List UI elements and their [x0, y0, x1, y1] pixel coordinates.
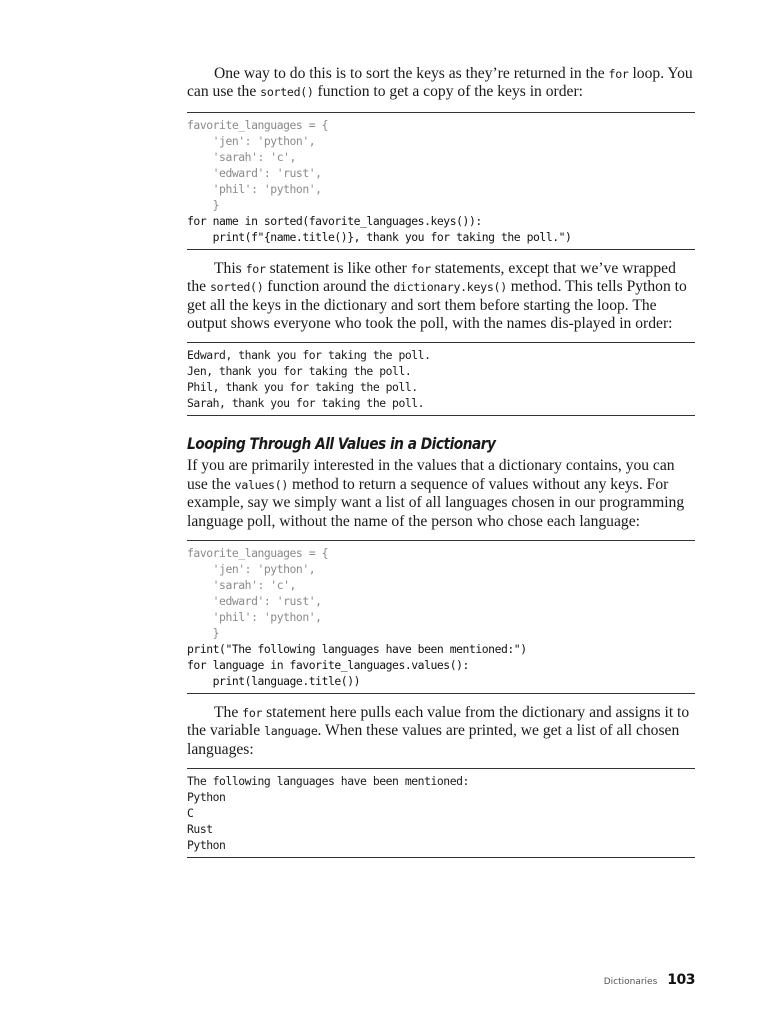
page-footer	[604, 972, 695, 988]
inline-code: language	[264, 724, 318, 739]
code-listing-sorted-keys	[187, 112, 695, 250]
inline-code: for	[245, 261, 266, 276]
output-listing-values	[187, 768, 695, 858]
page-number: 103	[667, 972, 695, 988]
footer-section-title: Dictionaries	[603, 977, 658, 987]
output-listing-sorted	[187, 342, 695, 416]
program-output: Edward, thank you for taking the poll. Jen, thank you for taking the poll. Phil, thank you for taking the poll. Sarah, thank you for taking the poll.	[187, 348, 431, 411]
text-run: method. This tells Python to get all the keys in the dictionary and sort them before starting the loop. The output shows everyone who took the poll, with the names dis-played in order:	[187, 278, 687, 333]
values-explanation-paragraph	[187, 704, 695, 759]
intro-paragraph	[187, 65, 695, 102]
text-run: function around the	[263, 278, 394, 296]
page-content	[187, 56, 695, 858]
inline-code: for	[242, 706, 263, 721]
code-listing-values	[187, 540, 695, 694]
text-run: . When these values are printed, we get a list of all chosen languages:	[187, 722, 680, 758]
code-new-lines: for name in sorted(favorite_languages.keys()): print(f"{name.title()}, thank you for taking the poll.")	[187, 213, 572, 244]
values-intro-paragraph	[187, 457, 695, 531]
inline-code: sorted()	[209, 280, 264, 295]
code-new-lines: print("The following languages have been mentioned:") for language in favorite_languages.values(): print(language.title())	[187, 642, 527, 689]
code-context-lines: favorite_languages = { 'jen': 'python', 'sarah': 'c', 'edward': 'rust', 'phil': 'python', }	[187, 546, 328, 641]
text-run: This	[214, 259, 246, 277]
inline-code: for	[410, 261, 431, 276]
inline-code: dictionary.keys()	[393, 280, 507, 295]
text-run: function to get a copy of the keys in order:	[313, 83, 583, 101]
text-run: statement here pulls each value from the dictionary and assigns it to the variable	[187, 704, 690, 740]
text-run: The	[214, 704, 243, 722]
inline-code: values()	[234, 477, 289, 492]
text-run: method to return a sequence of values without any keys. For example, say we simply want a list of all languages chosen in our programming language poll, without the name of the person who chose each language:	[187, 475, 685, 530]
text-run: If you are primarily interested in the values that a dictionary contains, you can use the	[187, 457, 675, 493]
text-run: statement is like other	[265, 259, 411, 277]
inline-code: for	[608, 67, 629, 81]
inline-code: sorted()	[260, 85, 314, 100]
text-run: loop. You can use the	[187, 65, 693, 101]
program-output: The following languages have been mentioned: Python C Rust Python	[187, 774, 469, 853]
text-run: One way to do this is to sort the keys as they’re returned in the	[214, 65, 609, 82]
explanation-paragraph	[187, 260, 695, 334]
section-heading: Looping Through All Values in a Dictionary	[187, 434, 496, 454]
text-run: statements, except that we’ve wrapped the	[187, 259, 676, 296]
code-context-lines: favorite_languages = { 'jen': 'python', 'sarah': 'c', 'edward': 'rust', 'phil': 'python', }	[187, 117, 328, 212]
